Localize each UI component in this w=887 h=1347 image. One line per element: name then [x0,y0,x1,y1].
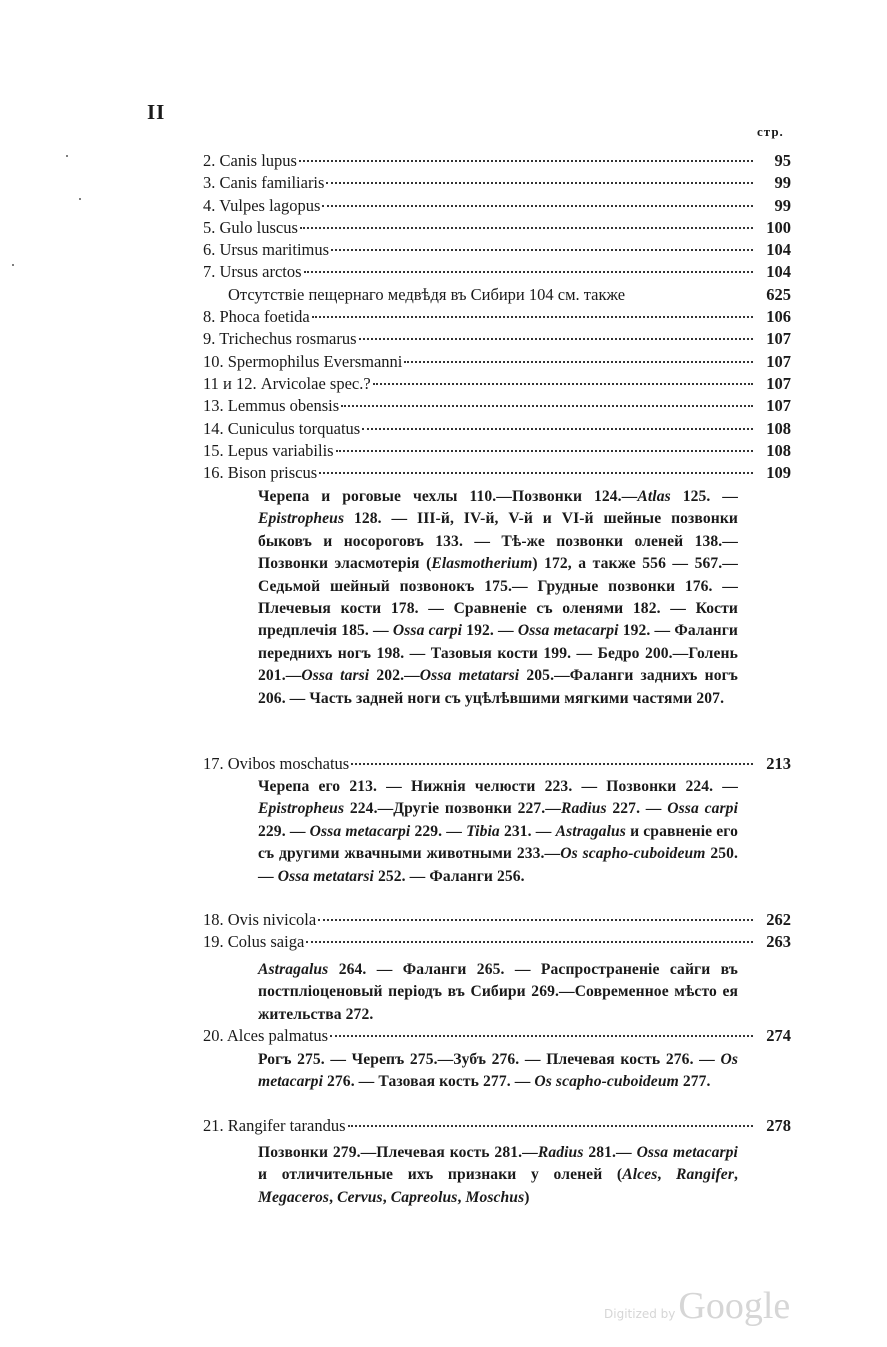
toc-entry [203,151,791,173]
toc-entry [203,240,791,262]
entry-page: 107 [766,352,791,371]
leader-dots [336,450,753,452]
text-run: , [329,1188,338,1206]
toc-entry [203,352,791,374]
latin-term: Ossa carpi [667,800,738,818]
text-run: 224.—Другіе позвонки 227.— [344,800,561,818]
leader-dots [359,338,753,340]
leader-dots [326,182,753,184]
scan-speck [66,155,68,157]
leader-dots [306,941,753,943]
toc-entry [203,173,791,195]
leader-dots [312,316,753,318]
entry-title: 15. Lepus variabilis [203,441,334,460]
toc-entry [203,329,791,351]
latin-term: Epistropheus [258,510,345,528]
latin-term: Os metacarpi [258,1051,738,1091]
entry-title: 10. Spermophilus Eversmanni [203,352,403,371]
text-run: 125. — [670,488,738,505]
latin-term: Alces [622,1166,658,1184]
text-run: , [382,1188,391,1206]
text-run: 277. [678,1073,711,1091]
scan-speck [12,264,14,266]
leader-dots [330,1035,753,1037]
toc-entry [203,262,791,284]
latin-term: Os scapho-cuboideum [534,1073,679,1091]
entry-page: 107 [766,374,791,393]
leader-dots [318,919,753,921]
latin-term: Ossa tarsi [301,667,370,685]
entry-page: 213 [766,754,791,773]
toc-entry [203,307,791,329]
latin-term: Elasmotherium [431,555,533,573]
text-run: , [734,1166,738,1184]
entry-title: 7. Ursus arctos [203,262,302,281]
text-run: 250.— [258,845,739,885]
latin-term: Os scapho-cuboideum [560,845,706,863]
leader-dots [362,428,753,430]
text-run: Черепа и роговые чехлы 110.—Позвонки 124.— [258,488,638,505]
text-run: , [457,1188,466,1206]
latin-term: Ossa metacarpi [517,622,619,640]
toc-entry [203,218,791,240]
latin-term: Astragalus [555,822,626,840]
entry-page: 263 [766,932,791,951]
entry-page: 104 [766,240,791,259]
toc-entry [203,463,791,485]
leader-dots [351,763,753,765]
text-run: 202.— [369,667,420,685]
latin-term: Radius [560,800,607,818]
entry-page: 262 [766,910,791,929]
text-run: ) [524,1188,530,1206]
entry-title: Отсутствіе пещернаго медвѣдя въ Сибири 104 см. также [228,285,626,304]
entry-title: 21. Rangifer tarandus [203,1116,346,1135]
entry-title: 14. Cuniculus torquatus [203,419,361,438]
text-run: Позвонки 279.—Плечевая кость 281.— [258,1144,538,1161]
toc-entry [203,910,791,932]
leader-dots [348,1125,754,1127]
entry-title: 8. Phoca foetida [203,307,310,326]
entry-title: 3. Canis familiaris [203,173,325,192]
text-run: 281.— [583,1144,637,1161]
entry-title: 6. Ursus maritimus [203,240,330,259]
text-run: и отличительные ихъ признаки у оленей ( [258,1166,623,1184]
entry-page: 104 [766,262,791,281]
latin-term: Ossa metatarsi [419,667,520,685]
latin-term: Ossa metatarsi [277,867,374,885]
entry-description-saiga [258,959,738,1026]
text-run: 227. — [606,800,668,818]
leader-dots [319,472,753,474]
entry-description-alces [258,1049,738,1094]
leader-dots [341,405,753,407]
latin-term: Capreolus [390,1188,458,1206]
latin-term: Cervus [337,1188,383,1206]
entry-page: 108 [766,419,791,438]
latin-term: Astragalus [258,961,329,978]
page-number: II [147,100,166,124]
entry-page: 95 [774,151,791,170]
toc-entry [203,932,791,954]
latin-term: Ossa metacarpi [636,1144,738,1161]
page-column-label: стр. [757,124,784,139]
toc-entry [203,441,791,463]
entry-title: 5. Gulo luscus [203,218,298,237]
latin-term: Moschus [465,1188,525,1206]
entry-title: 11 и 12. Arvicolae spec.? [203,374,371,393]
leader-dots [322,205,753,207]
entry-page: 100 [766,218,791,237]
leader-dots [331,249,753,251]
text-run: 128. — III-й, IV-й, V-й и VI-й шейные позвонки быковъ и носороговъ 133. — Тѣ-же позвонки оленей 138.—Позвонки эласмотерія ( [258,510,738,573]
leader-dots [300,227,753,229]
digitized-watermark [604,1284,790,1328]
scan-speck [79,198,81,200]
toc-entry [203,396,791,418]
text-run: 205.—Фаланги заднихъ ногъ 206. — Часть задней ноги съ уцѣлѣвшими мягкими частями 207. [258,667,738,707]
toc-entry-note [228,285,791,307]
entry-page: 107 [766,329,791,348]
leader-dots [404,361,753,363]
latin-term: Megaceros [258,1188,330,1206]
text-run: 252. — Фаланги 256. [373,867,525,885]
toc-entry [203,419,791,441]
latin-term: Rangifer [676,1166,734,1184]
entry-title: 4. Vulpes lagopus [203,196,321,215]
entry-title: 20. Alces palmatus [203,1026,329,1045]
entry-title: 18. Ovis nivicola [203,910,317,929]
toc-entry [203,754,791,776]
entry-page: 99 [774,196,791,215]
entry-page: 106 [766,307,791,326]
entry-description-bison [258,486,738,710]
entry-page: 625 [766,285,791,304]
toc-entry [203,1026,791,1048]
entry-title: 2. Canis lupus [203,151,297,170]
watermark-logo-text: Google [678,1285,791,1327]
text-run: ) 172, а также 556 — 567.—Седьмой шейный позвонокъ 175.— Грудные позвонки 176. — Плечевыя кости 178. — Сравненіе съ оленями 182. — Кости предплечія 185. — [258,555,738,640]
text-run: 276. — Тазовая кость 277. — [323,1073,535,1091]
latin-term: Tibia [466,822,500,840]
watermark-small-text: Digitized by [604,1307,676,1321]
leader-dots [299,160,753,162]
text-run: , [657,1166,677,1184]
entry-page: 274 [766,1026,791,1045]
entry-page: 107 [766,396,791,415]
entry-title: 9. Trichechus rosmarus [203,329,357,348]
latin-term: Radius [537,1144,584,1161]
leader-dots [304,271,753,273]
text-run: и сравненіе его съ другими жвачными животными 233.— [258,822,738,863]
entry-title: 16. Bison priscus [203,463,318,482]
text-run: Рогъ 275. — Черепъ 275.—Зубъ 276. — Плечевая кость 276. — [258,1051,721,1068]
text-run: 229. — [258,822,310,840]
latin-term: Epistropheus [258,800,345,818]
toc-entry [203,374,791,396]
entry-page: 108 [766,441,791,460]
toc-entry [203,1116,791,1138]
text-run: 229. — [410,822,467,840]
text-run: 264. — Фаланги 265. — Распространеніе сайги въ постпліоценовый періодъ въ Сибири 269.—Современное мѣсто ея жительства 272. [258,961,738,1023]
entry-page: 278 [766,1116,791,1135]
entry-page: 109 [766,463,791,482]
entry-title: 13. Lemmus obensis [203,396,340,415]
entry-description-rangifer [258,1142,738,1209]
entry-title: 19. Colus saiga [203,932,305,951]
entry-title: 17. Ovibos moschatus [203,754,350,773]
text-run: 192. — Фаланги переднихъ ногъ 198. — Тазовыя кости 199. — Бедро 200.—Голень 201.— [258,622,738,685]
toc-entry [203,196,791,218]
entry-description-ovibos [258,776,738,888]
latin-term: Ossa carpi [392,622,463,640]
text-run: 231. — [499,822,556,840]
latin-term: Atlas [637,488,671,505]
latin-term: Ossa metacarpi [309,822,411,840]
leader-dots [373,383,753,385]
entry-page: 99 [774,173,791,192]
text-run: Черепа его 213. — Нижнія челюсти 223. — Позвонки 224. — [258,778,738,795]
text-run: 192. — [462,622,518,640]
